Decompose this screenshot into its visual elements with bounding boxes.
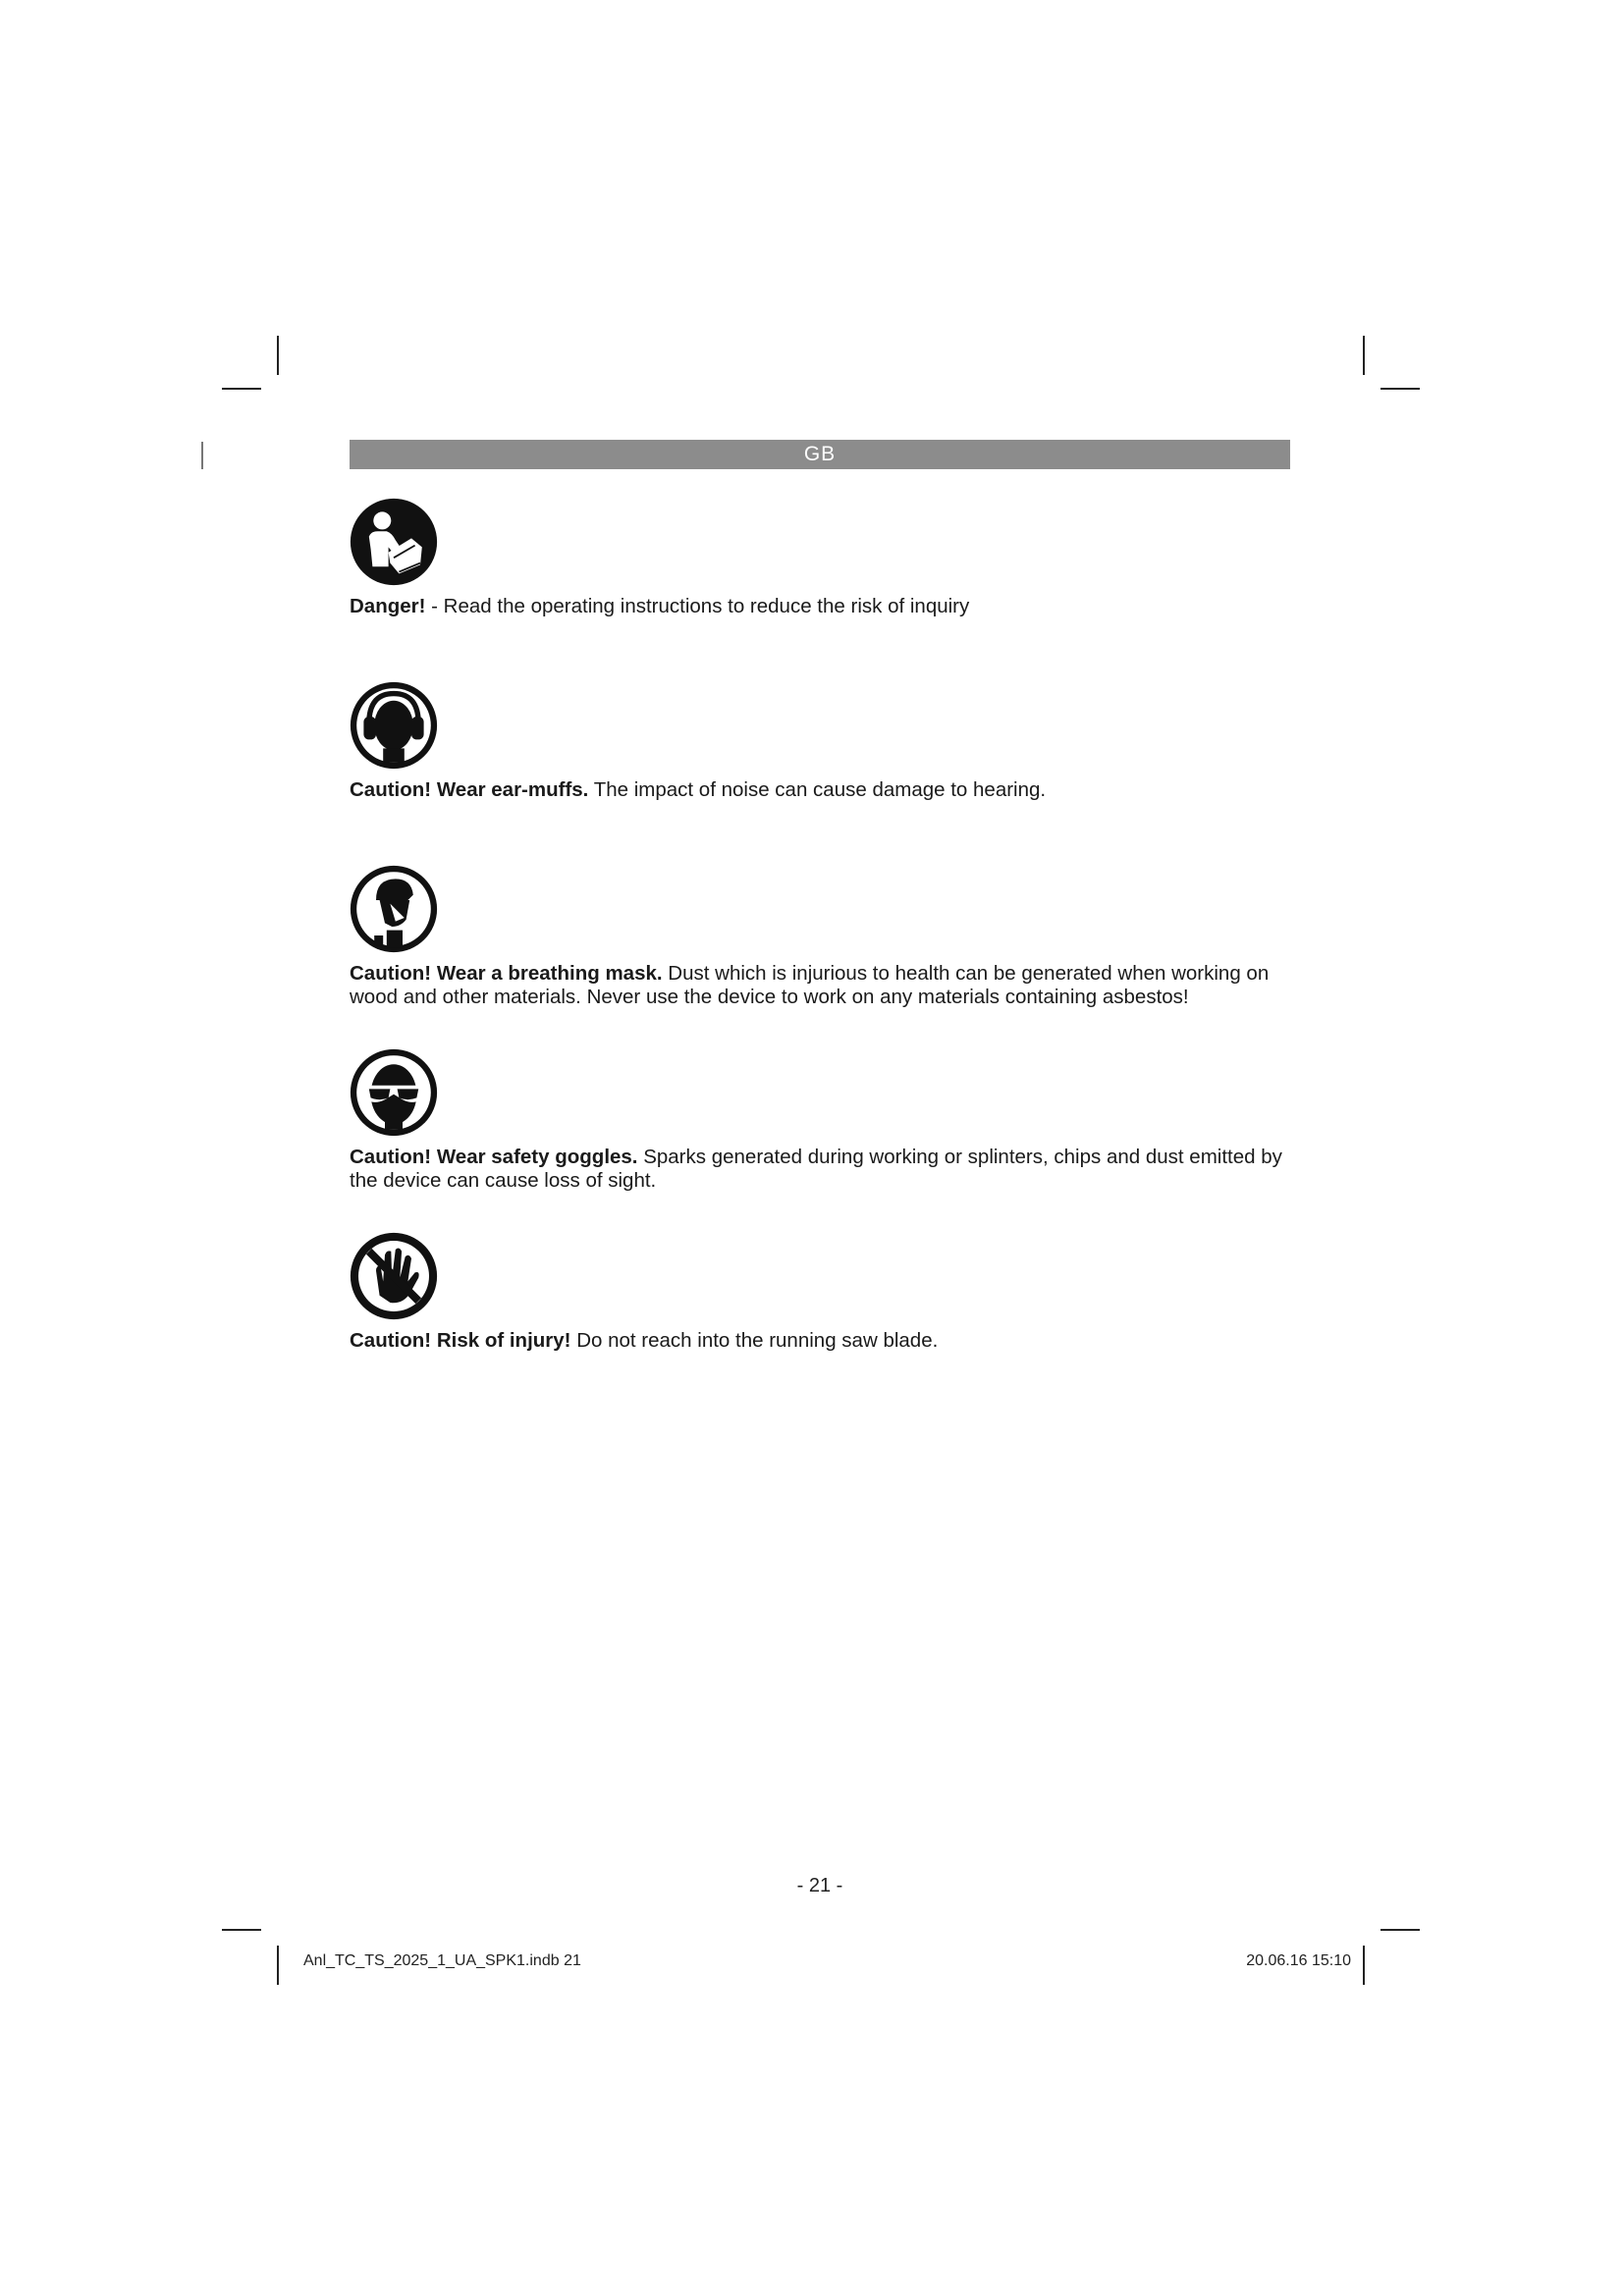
warning-breathing-mask: Caution! Wear a breathing mask. Dust which is injurious to health can be generated when working on wood and other materials. Never use the device to work on any materials containing asbestos! <box>350 962 1270 1008</box>
breathing-mask-icon <box>350 865 438 953</box>
warning-read-manual: Danger! - Read the operating instructions to reduce the risk of inquiry <box>350 595 970 617</box>
safety-goggles-icon <box>350 1048 438 1137</box>
crop-mark-bottom-left-v <box>277 1946 279 1985</box>
warning-ear-muffs: Caution! Wear ear-muffs. The impact of noise can cause damage to hearing. <box>350 778 1047 801</box>
warning-safety-goggles: Caution! Wear safety goggles. Sparks generated during working or splinters, chips and dust emitted by the device can cause loss of sight. <box>350 1146 1282 1192</box>
crop-mark-bottom-left-h <box>222 1929 261 1931</box>
crop-mark-top-right-h <box>1380 388 1420 390</box>
crop-mark-top-left-v <box>277 336 279 375</box>
crop-mark-top-right-v <box>1363 336 1365 375</box>
warning-no-hands: Caution! Risk of injury! Do not reach into the running saw blade. <box>350 1329 939 1352</box>
crop-mark-bottom-right-h <box>1380 1929 1420 1931</box>
page-number: - 21 - <box>796 1875 843 1896</box>
crop-mark-bottom-right-v <box>1363 1946 1365 1985</box>
language-header-bar: GB <box>350 440 1290 469</box>
footer-file-info: Anl_TC_TS_2025_1_UA_SPK1.indb 21 <box>303 1952 581 1969</box>
no-hands-icon <box>350 1232 438 1320</box>
footer-date-time: 20.06.16 15:10 <box>1246 1952 1351 1969</box>
read-manual-icon <box>350 498 438 586</box>
crop-mark-side-left <box>201 442 203 469</box>
ear-muffs-icon <box>350 681 438 770</box>
crop-mark-top-left-h <box>222 388 261 390</box>
